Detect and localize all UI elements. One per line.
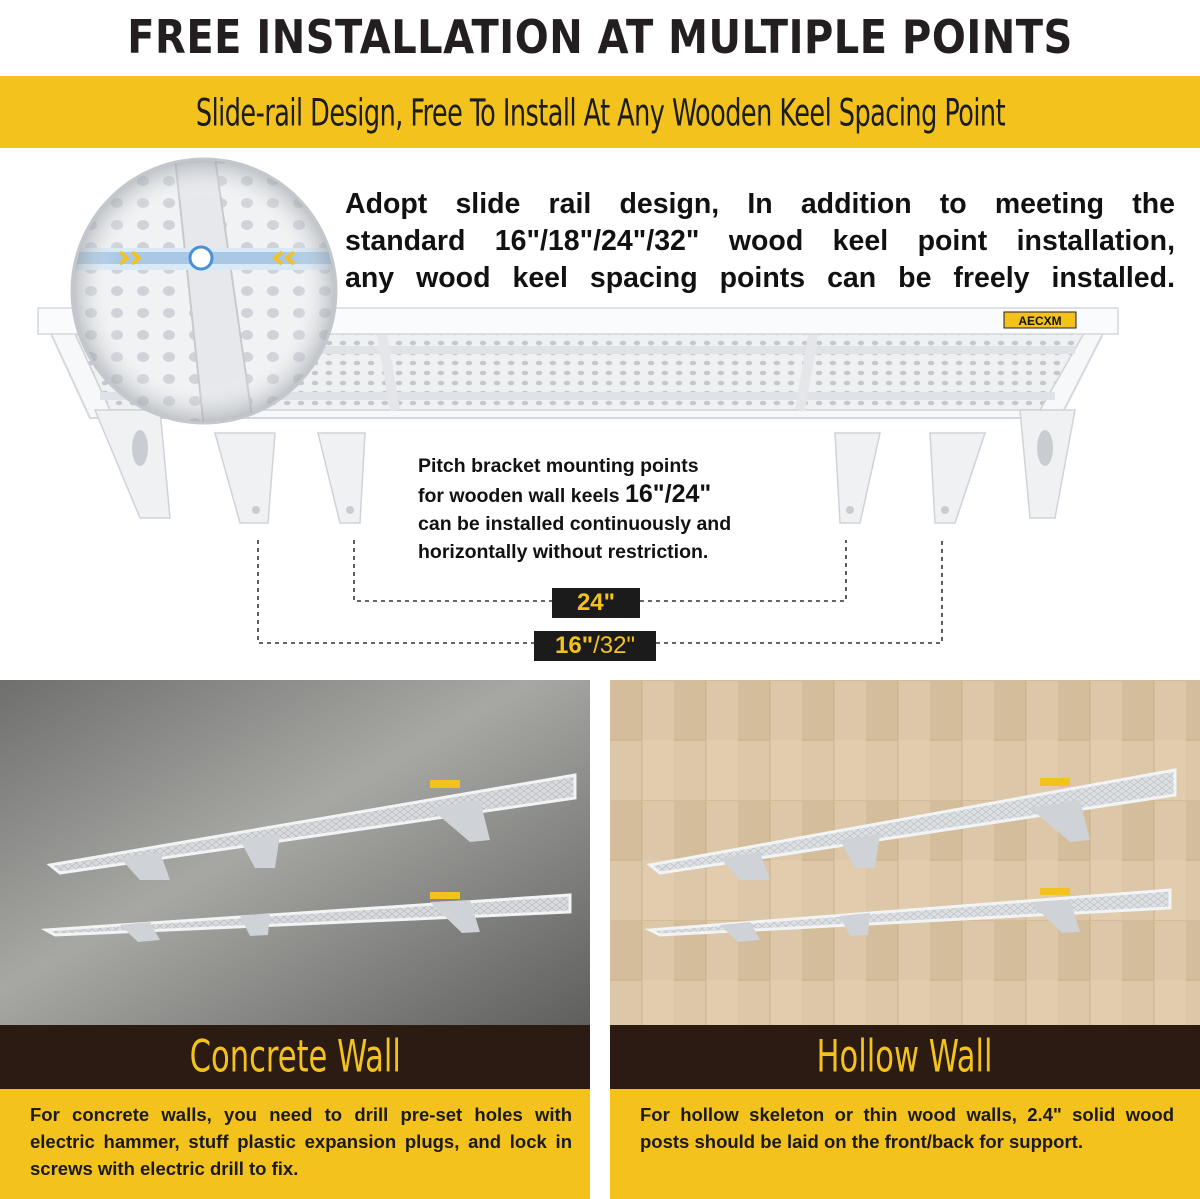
hollow-wall-title: Hollow Wall (817, 1031, 993, 1083)
dimension-outer-thin: /32" (593, 632, 635, 659)
concrete-wall-band (0, 1025, 590, 1089)
concrete-wall-photo (0, 680, 590, 1025)
hollow-wall-band (610, 1025, 1200, 1089)
dimension-label-outer (534, 631, 656, 661)
pitch-spacing-value: 16"/24" (624, 480, 712, 508)
subtitle-text: Slide-rail Design, Free To Install At Any Wooden Keel Spacing Point (195, 90, 1005, 134)
intro-line-1: Adopt slide rail design, In addition to meeting the (345, 188, 1175, 220)
dimension-label-inner: 24" (552, 588, 640, 618)
pitch-line-2 (418, 480, 778, 510)
pitch-line-1: Pitch bracket mounting points (418, 455, 699, 477)
intro-line-2: standard 16"/18"/24"/32" wood keel point installation, (345, 225, 1175, 257)
concrete-wall-panel (0, 680, 590, 1199)
subtitle-banner (0, 76, 1200, 148)
concrete-wall-description: For concrete walls, you need to drill pre-set holes with electric hammer, stuff plastic expansion plugs, and lock in screws with electric drill to fix. (0, 1089, 590, 1199)
hollow-wall-description: For hollow skeleton or thin wood walls, 2.4" solid wood posts should be laid on the front/back for support. (610, 1089, 1200, 1199)
intro-paragraph (345, 186, 1175, 297)
dimension-outer-bold: 16" (555, 632, 594, 659)
brand-logo (1004, 312, 1076, 328)
hollow-wall-photo (610, 680, 1200, 1025)
page-title: FREE INSTALLATION AT MULTIPLE POINTS (127, 11, 1073, 65)
brand-logo-text: AECXM (1018, 314, 1062, 328)
pitch-line-3: can be installed continuously and (418, 513, 732, 535)
pitch-line-4: horizontally without restriction. (418, 541, 709, 563)
pitch-line-2-text: for wooden wall keels (418, 485, 625, 507)
pitch-note (418, 452, 778, 566)
concrete-wall-title: Concrete Wall (189, 1031, 401, 1083)
hollow-wall-panel (610, 680, 1200, 1199)
intro-line-3: any wood keel spacing points can be freely installed. (345, 262, 1175, 294)
